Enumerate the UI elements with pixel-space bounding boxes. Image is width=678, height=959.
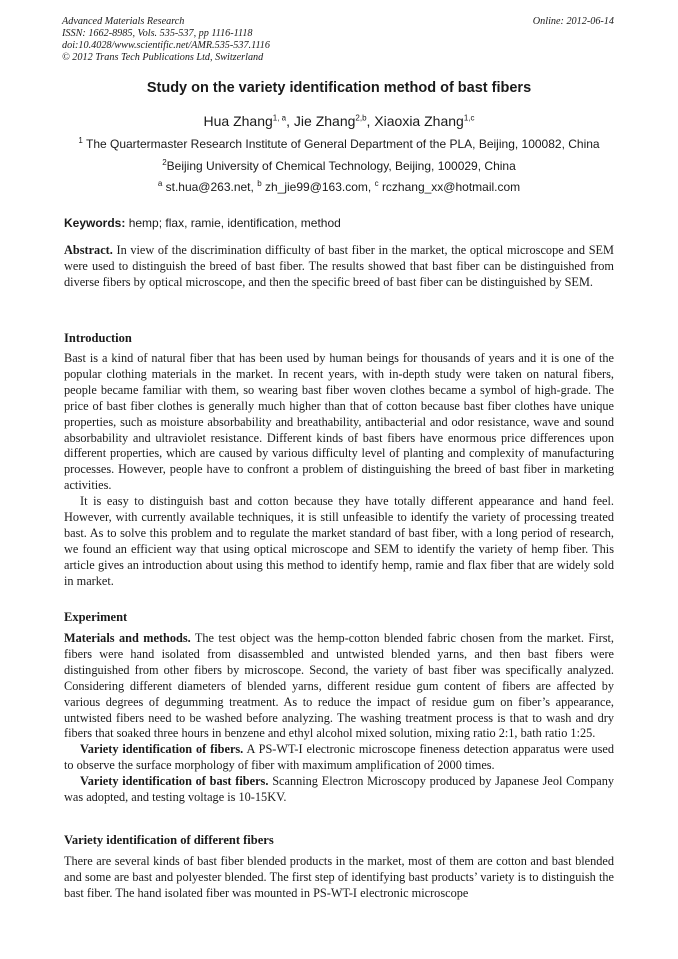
keywords-text: hemp; flax, ramie, identification, method — [128, 216, 341, 230]
paragraph: Bast is a kind of natural fiber that has been used by human beings for thousands of years and it is one of the popular clothing materials in the market. In recent years, with in-depth study were taken on natural fibers, people became familiar with them, so wearing bast fiber woven clothes became a symbol of high-grade. The price of bast fiber clothes is generally much higher than that of cotton because bast fiber clothes have unique properties, such as moisture absorbability and breathability, antibacterial and odor resistance, wave and sound absorbability and ultraviolet resistance. Different kinds of bast fibers have enormous price differences upon different properties, which are caused by various difficulty level of planting and complexity of manufacturing processes. However, people have to confront a problem of distinguishing the breed of bast fiber in marketing activities. — [64, 351, 614, 493]
author-list: Hua Zhang$^{1, a}$, Jie Zhang$^{2,b}$, Xiaoxia Zhang$^{1,c}$ — [203, 113, 475, 129]
paragraph: It is easy to distinguish bast and cotton because they have totally different appearance and hand feel. However, with currently available techniques, it is still unfeasible to identify the variety of processing treated bast. As to solve this problem and to regulate the market standard of bast fiber, with a long period of research, we found an efficient way that using optical microscope and SEM to identify the variety of hemp fiber. This article gives an introduction about using this method to identify hemp, ramie and flax fiber that are widely sold in market. — [64, 494, 614, 588]
introduction-heading: Introduction — [64, 331, 132, 345]
email-mark: c — [374, 179, 379, 188]
journal-meta — [62, 16, 270, 64]
author-name: Xiaoxia Zhang — [374, 113, 464, 129]
variety-body — [64, 854, 614, 902]
paragraph: There are several kinds of bast fiber blended products in the market, most of them are cotton and bast blended and some are bast and polyester blended. The first step of identifying bast products’ variety is to distinguish the bast fiber. The hand isolated fiber was mounted in PS-WT-I electronic microscope — [64, 854, 614, 900]
introduction-body — [64, 351, 614, 590]
materials-text: The test object was the hemp-cotton blended fabric chosen from the market. First, fibers were hand isolated from disassembled and untwisted blended yarns, and then bast fibers were distinguished from other fibers by microscope. Second, the variety of bast fiber was specifically analyzed. Considering different diameters of blended yarns, different residue gum content of fibers are affected by various degrees of degumming treatment. As to reduce the impact of residue gum on fiber’s appearance, untwisted fibers need to be washed before analyzing. The washing treatment process is that to wash and dry fibers that soaked three hours in benzene and ethyl alcohol mixed solution, mixing ratio 2:1, bath ratio 1:25. — [64, 631, 614, 741]
variety-heading: Variety identification of different fibers — [64, 833, 274, 847]
issn-line: ISSN: 1662-8985, Vols. 535-537, pp 1116-1118 — [62, 28, 253, 39]
email-address[interactable]: st.hua@263.net, — [165, 180, 254, 194]
author-name: Hua Zhang — [203, 113, 273, 129]
abstract — [64, 243, 614, 291]
affiliation-mark: 2 — [162, 158, 167, 167]
affiliation-text: The Quartermaster Research Institute of General Department of the PLA, Beijing, 100082, China — [85, 137, 600, 151]
keywords — [64, 216, 341, 230]
email-address[interactable]: rczhang_xx@hotmail.com — [381, 180, 521, 194]
bast-label: Variety identification of bast fibers. — [80, 774, 269, 789]
abstract-label: Abstract. — [64, 243, 113, 257]
doi-line: doi:10.4028/www.scientific.net/AMR.535-537.1116 — [62, 40, 270, 51]
author-affil-mark: 1,c — [463, 113, 475, 123]
fibers-text: A PS-WT-I electronic microscope fineness detection apparatus were used to observe the surface morphology of fiber with maximum amplification of 2000 times. — [64, 742, 614, 773]
experiment-body — [64, 631, 614, 806]
journal-name: Advanced Materials Research — [62, 16, 185, 27]
experiment-heading: Experiment — [64, 610, 128, 624]
bast-text: Scanning Electron Microscopy produced by Japanese Jeol Company was adopted, and testing voltage is 10-15KV. — [64, 774, 614, 805]
affiliation-text: Beijing University of Chemical Technology, Beijing, 100029, China — [166, 159, 516, 173]
email-address[interactable]: zh_jie99@163.com, — [265, 180, 372, 194]
email-line — [0, 180, 678, 194]
author-name: Jie Zhang — [293, 113, 356, 129]
email-mark: b — [257, 179, 262, 188]
affiliation-2 — [0, 159, 678, 173]
fibers-label: Variety identification of fibers. — [80, 742, 244, 757]
author-affil-mark: 1, a — [272, 113, 287, 123]
paper-title: Study on the variety identification method of bast fibers — [146, 80, 532, 96]
online-date: Online: 2012-06-14 — [532, 16, 614, 27]
keywords-label: Keywords: — [64, 216, 126, 230]
email-mark: a — [157, 179, 163, 188]
materials-label: Materials and methods. — [64, 631, 191, 645]
affiliation-mark: 1 — [78, 136, 83, 145]
abstract-text: In view of the discrimination difficulty of bast fiber in the market, the optical microscope and SEM were used to distinguish the breed of bast fiber. The results showed that bast fiber can be distinguished from diverse fibers by optical microscope, and then the specific breed of bast fiber can be distinguished by SEM. — [64, 243, 614, 289]
copyright-line: © 2012 Trans Tech Publications Ltd, Switzerland — [62, 52, 264, 63]
affiliation-1 — [0, 137, 678, 151]
author-affil-mark: 2,b — [355, 113, 367, 123]
